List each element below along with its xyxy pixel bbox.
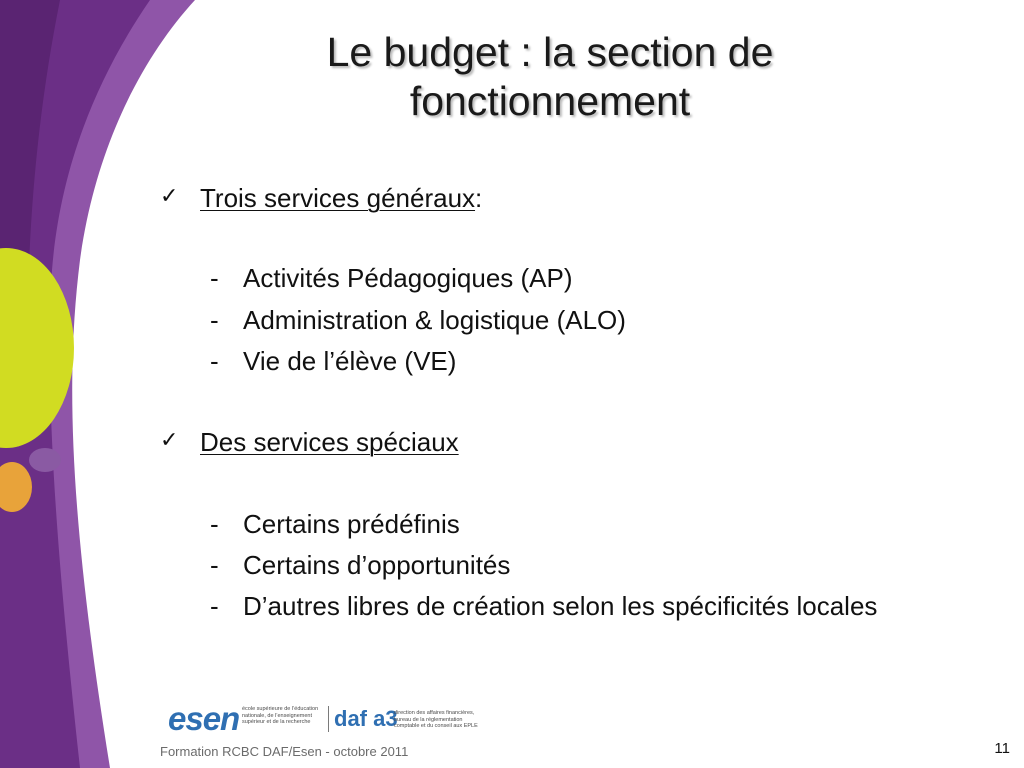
dash-icon: - <box>210 509 219 539</box>
list-item-text: Certains prédéfinis <box>243 509 460 539</box>
check-icon: ✓ <box>160 427 179 452</box>
dash-icon: - <box>210 550 219 580</box>
list-item-text: Administration & logistique (ALO) <box>243 305 626 335</box>
esen-caption: école supérieure de l’éducation nationale, de l’enseignement supérieur et de la recherche <box>242 706 319 725</box>
dash-icon: - <box>210 263 219 293</box>
dash-icon: - <box>210 346 219 376</box>
daf-caption: direction des affaires financières, bureau de la réglementation comptable et du conseil aux EPLE <box>394 710 478 729</box>
dash-icon: - <box>210 305 219 335</box>
list-item-text: Activités Pédagogiques (AP) <box>243 263 573 293</box>
list-item-text: Certains d’opportunités <box>243 550 511 580</box>
check-icon: ✓ <box>160 183 179 208</box>
section-heading-text: Des services spéciaux <box>200 427 459 457</box>
list-item-text: D’autres libres de création selon les spécificités locales <box>243 591 878 621</box>
purple-small-circle <box>29 448 61 472</box>
page-number: 11 <box>994 740 1010 757</box>
logo-divider <box>328 706 329 732</box>
section-heading-suffix: : <box>475 183 483 213</box>
dash-icon: - <box>210 591 219 621</box>
slide-decoration <box>0 0 200 768</box>
daf-logo: daf a3 <box>334 706 398 731</box>
slide-title: Le budget : la section de fonctionnement <box>326 29 774 124</box>
footer-text: Formation RCBC DAF/Esen - octobre 2011 <box>160 744 409 759</box>
section-heading-text: Trois services généraux <box>200 183 476 213</box>
list-item-text: Vie de l’élève (VE) <box>243 346 457 376</box>
esen-logo: esen <box>168 700 240 737</box>
